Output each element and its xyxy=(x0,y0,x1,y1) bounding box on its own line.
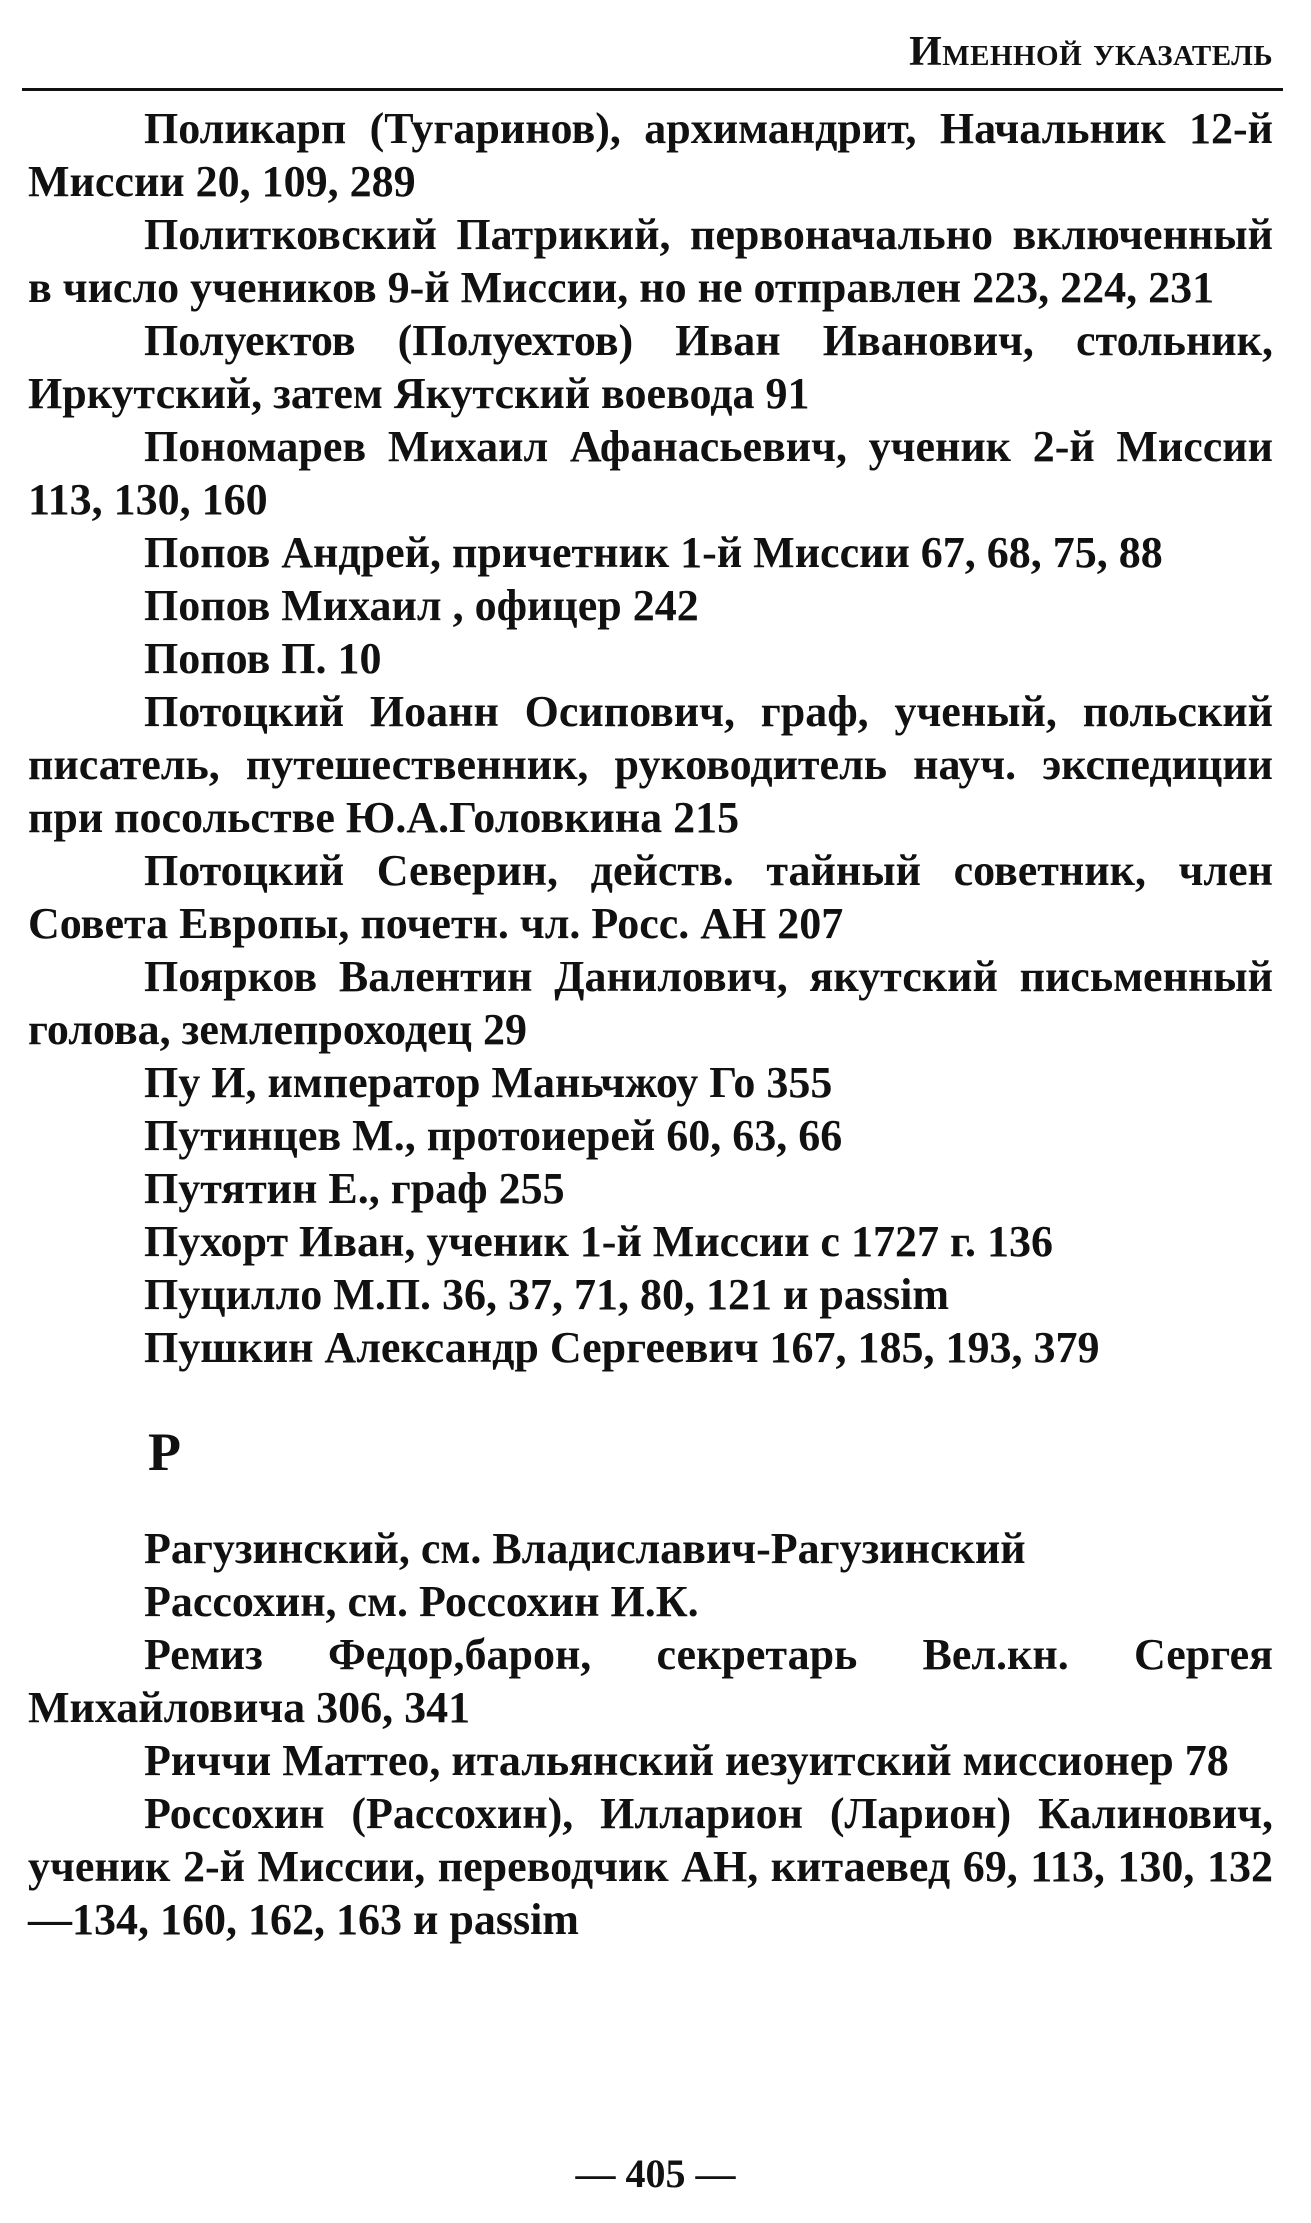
index-entry: Пономарев Михаил Афанасьевич, ученик 2-й Миссии 113, 130, 160 xyxy=(28,422,1273,524)
header-rule xyxy=(22,88,1283,91)
index-entry: Попов Михаил , офицер 242 xyxy=(144,581,699,630)
index-entry: Путинцев М., протоиерей 60, 63, 66 xyxy=(144,1111,843,1160)
index-entry: Пухорт Иван, ученик 1-й Миссии с 1727 г. 136 xyxy=(144,1217,1053,1266)
index-entry: Потоцкий Иоанн Осипович, граф, ученый, польский писатель, путешественник, руководитель науч. экспедиции при посольстве Ю.А.Головкина 215 xyxy=(28,687,1273,842)
index-entry: Рагузинский, см. Владиславич-Рагузинский xyxy=(144,1524,1026,1573)
index-entry: Риччи Маттео, итальянский иезуитский миссионер 78 xyxy=(144,1736,1229,1785)
index-entry: Путятин Е., граф 255 xyxy=(144,1164,565,1213)
index-entry: Попов Андрей, причетник 1-й Миссии 67, 68, 75, 88 xyxy=(144,528,1163,577)
index-entry: Полуектов (Полуехтов) Иван Иванович, стольник, Иркутский, затем Якутский воевода 91 xyxy=(28,316,1273,418)
index-entry: Поярков Валентин Данилович, якутский письменный голова, землепроходец 29 xyxy=(28,952,1273,1054)
index-entry: Пушкин Александр Сергеевич 167, 185, 193, 379 xyxy=(144,1323,1100,1372)
index-entry: Попов П. 10 xyxy=(144,634,382,683)
section-letter: Р xyxy=(148,1422,181,1482)
index-entry: Политковский Патрикий, первоначально включенный в число учеников 9-й Миссии, но не отправлен 223, 224, 231 xyxy=(28,210,1273,312)
index-entry: Пу И, император Маньчжоу Го 355 xyxy=(144,1058,833,1107)
index-entry: Россохин (Рассохин), Илларион (Ларион) Калинович, ученик 2-й Миссии, переводчик АН, китаевед 69, 113, 130, 132—134, 160, 162, 163 и passim xyxy=(28,1789,1273,1944)
index-entry: Потоцкий Северин, действ. тайный советник, член Совета Европы, почетн. чл. Росс. АН 207 xyxy=(28,846,1273,948)
index-entry: Поликарп (Тугаринов), архимандрит, Начальник 12-й Миссии 20, 109, 289 xyxy=(28,104,1273,206)
running-header: Именной указатель xyxy=(909,29,1273,75)
page-number: — 405 — xyxy=(575,2151,736,2196)
index-entries xyxy=(28,102,1273,1946)
index-entry: Пуцилло М.П. 36, 37, 71, 80, 121 и passim xyxy=(144,1270,949,1319)
index-entry: Ремиз Федор,барон, секретарь Вел.кн. Сергея Михайловича 306, 341 xyxy=(28,1630,1273,1732)
index-entry: Рассохин, см. Россохин И.К. xyxy=(144,1577,699,1626)
